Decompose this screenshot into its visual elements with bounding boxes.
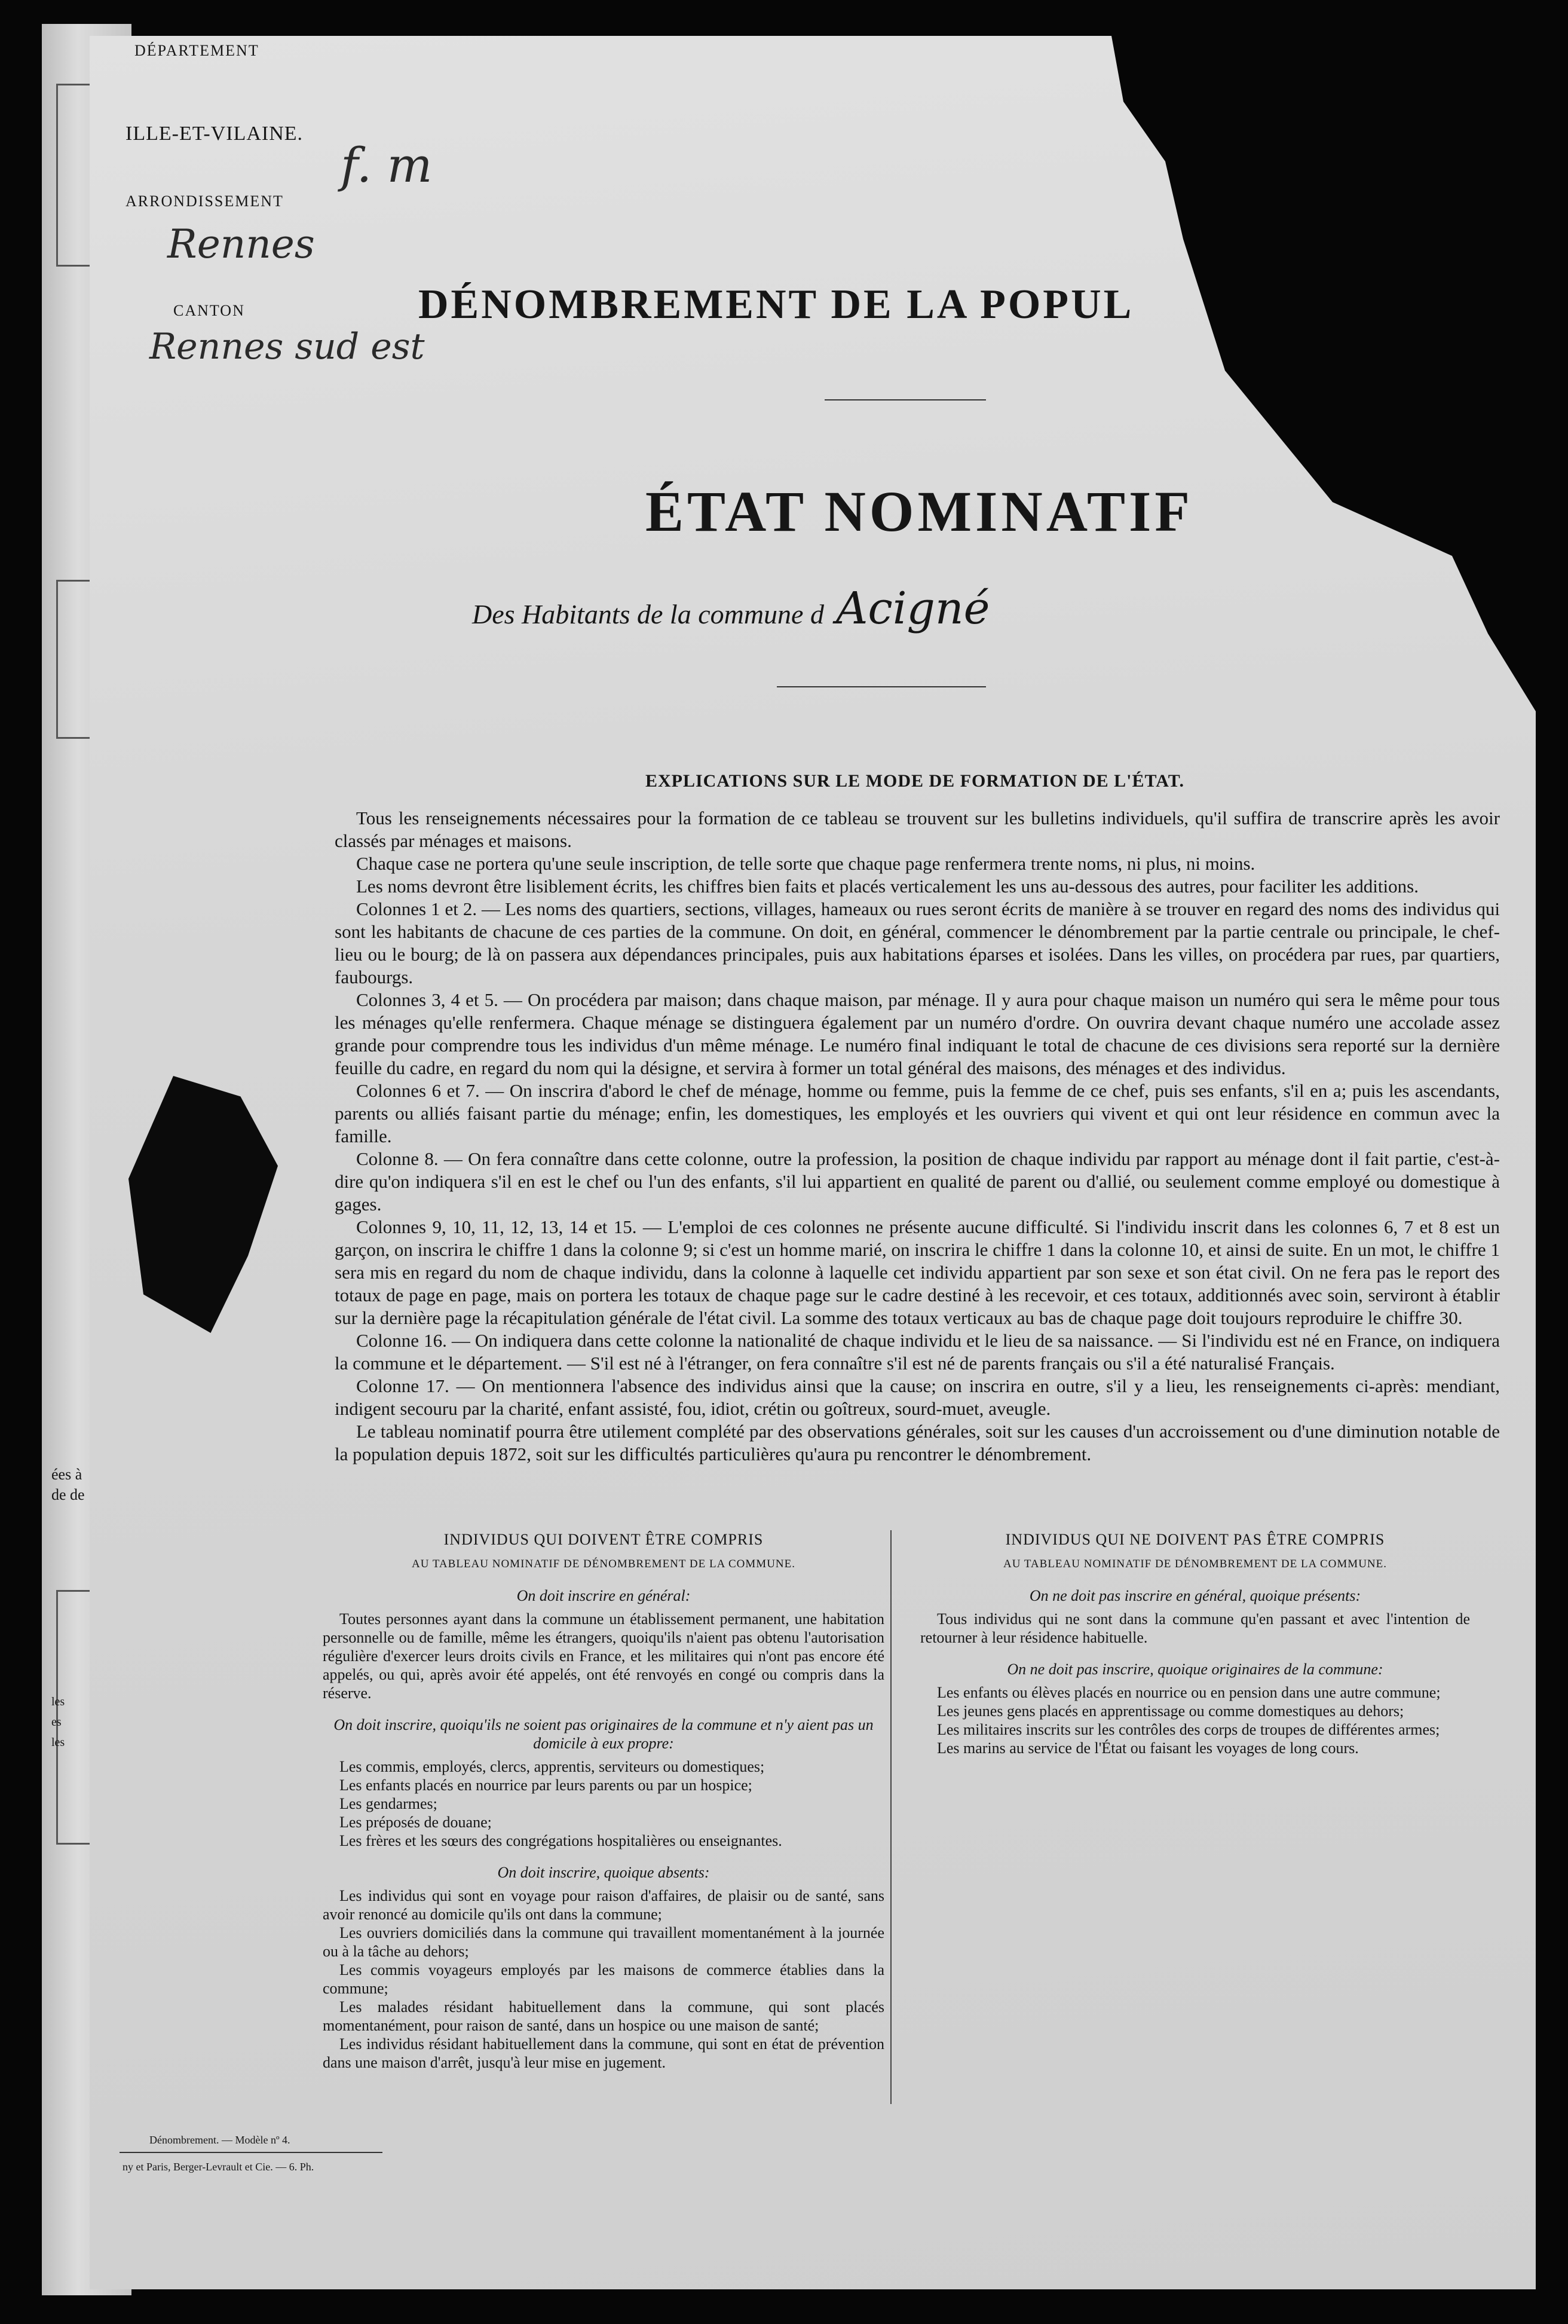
explications-body (335, 807, 1500, 1466)
list-item: Les individus résidant habituellement dans la commune, qui sont en état de prévention dans une maison d'arrêt, jusqu'à leur mise en jugement. (323, 2035, 884, 2071)
list-item: Les enfants ou élèves placés en nourrice ou en pension dans une autre commune; (937, 1684, 1441, 1701)
footer-rule (120, 2152, 382, 2153)
footer-model: Dénombrement. — Modèle nº 4. (149, 2134, 290, 2146)
excluded-section1-title: On ne doit pas inscrire en général, quoique présents: (1029, 1587, 1361, 1604)
paragraph: Colonne 17. — On mentionnera l'absence des individus ainsi que la cause; on inscrira en outre, s'il y a lieu, les renseignements ci-après: mendiant, indigent secouru par la charité, enfant assisté, fou, idiot, crétin ou goîtreux, sourd-muet, aveugle. (335, 1375, 1500, 1419)
paragraph: Colonnes 3, 4 et 5. — On procédera par maison; dans chaque maison, par ménage. Il y aura pour chaque maison un numéro qui sera le même pour tous les ménages qu'elle renfermera. Chaque ménage se distinguera également par un numéro d'ordre. On ouvrira devant chaque numéro une accolade assez grande pour comprendre tous les individus d'un même ménage. Le numéro final indiquant le total de chacune de ces divisions sera reporté sur la dernière feuille du cadre, en regard du nom qui la désigne, et servira à former un total général des maisons, des ménages et des individus. (335, 989, 1500, 1078)
commune-prefix: Des Habitants de la commune d (472, 599, 824, 629)
paragraph: Colonnes 6 et 7. — On inscrira d'abord le chef de ménage, homme ou femme, puis la femme de ce chef, puis ses enfants, s'il en a; puis les ascendants, parents ou alliés faisant partie du ménage; enfin, les domestiques, les employés et les ouvriers qui vivent et qui ont leur résidence en commun avec la famille. (335, 1080, 1500, 1146)
paragraph: Colonne 16. — On indiquera dans cette colonne la nationalité de chaque individu et le lieu de sa naissance. — Si l'individu est né en France, on indiquera la commune et le département. — S'il est né à l'étranger, on fera connaître s'il est né de parents français ou s'il a été naturalisé Français. (335, 1330, 1500, 1374)
included-section1-text: Toutes personnes ayant dans la commune un établissement permanent, une habitation personnelle ou de famille, même les étrangers, quoiqu'ils n'aient pas obtenu l'autorisation régulière d'exercer leurs droits civils en France, et les militaires qui n'ont pas encore été appelés, ou qui, après avoir été appelés, ont été renvoyés en congé ou compris dans la réserve. (323, 1610, 884, 1702)
margin-fragment-top: ées à de de (51, 1466, 85, 1503)
paragraph: Colonne 8. — On fera connaître dans cette colonne, outre la profession, la position de chaque individu par rapport au ménage dont il fait partie, c'est-à-dire qu'on indiquera s'il en est le chef ou l'un des enfants, s'il lui appartient en qualité de parent ou d'allié, ou seulement comme employé ou domestique à gages. (335, 1148, 1500, 1215)
list-item: Les marins au service de l'État ou faisant les voyages de long cours. (937, 1739, 1359, 1757)
arrondissement-value: Rennes (167, 221, 315, 267)
list-item: Les enfants placés en nourrice par leurs parents ou par un hospice; (339, 1776, 752, 1794)
commune-line (472, 583, 990, 634)
included-section3-title: On doit inscrire, quoique absents: (497, 1864, 710, 1881)
list-item: Les gendarmes; (339, 1795, 437, 1812)
subtitle: ÉTAT NOMINATIF (645, 479, 1193, 543)
included-section1-title: On doit inscrire en général: (516, 1587, 691, 1604)
excluded-section1-text: Tous individus qui ne sont dans la commune qu'en passant et avec l'intention de retourner à leur résidence habituelle. (920, 1610, 1470, 1646)
explications-title: EXPLICATIONS SUR LE MODE DE FORMATION DE L'ÉTAT. (645, 771, 1184, 791)
paragraph: Colonnes 1 et 2. — Les noms des quartiers, sections, villages, hameaux ou rues seront écrits de manière à se trouver en regard des noms des individus qui sont les habitants de chacune de ces parties de la commune. On doit, en général, commencer le dénombrement par la partie centrale ou principale, le chef-lieu ou le bourg; de là on passera aux dépendances principales, puis aux habitations éparses et isolées. Dans les villes, on procédera par rues, par quartiers, faubourgs. (335, 898, 1500, 987)
excluded-column (920, 1530, 1470, 1757)
departement-value: ILLE-ET-VILAINE. (125, 123, 304, 145)
paragraph: Les noms devront être lisiblement écrits, les chiffres bien faits et placés verticalement les uns au-dessous des autres, pour faciliter les additions. (356, 876, 1419, 897)
arrondissement-label: ARRONDISSEMENT (125, 192, 284, 210)
list-item: Les frères et les sœurs des congrégations hospitalières ou enseignantes. (339, 1832, 782, 1849)
canton-value: Rennes sud est (149, 326, 425, 368)
list-item: Les individus qui sont en voyage pour raison d'affaires, de plaisir ou de santé, sans avoir renoncé au domicile qu'ils ont dans la commune; (323, 1887, 884, 1923)
departement-label: DÉPARTEMENT (134, 42, 259, 59)
ornament-separator (777, 686, 986, 687)
margin-fragment-bottom: les es les (51, 1695, 65, 1749)
list-item: Les militaires inscrits sur les contrôles des corps de troupes de différentes armes; (937, 1721, 1440, 1738)
paragraph: Le tableau nominatif pourra être utilement complété par des observations générales, soit sur les causes d'un accroissement ou d'une diminution notable de la population depuis 1872, soit sur les difficultés particulières qu'aura pu rencontrer le dénombrement. (335, 1421, 1500, 1464)
commune-name: Acigné (835, 583, 990, 634)
included-section2-title: On doit inscrire, quoiqu'ils ne soient pas originaires de la commune et n'y aient pas un domicile à eux propre: (333, 1716, 874, 1752)
list-item: Les ouvriers domiciliés dans la commune qui travaillent momentanément à la journée ou à la tâche au dehors; (323, 1924, 884, 1960)
canton-label: CANTON (173, 302, 245, 319)
list-item: Les préposés de douane; (339, 1814, 492, 1831)
title-separator (825, 399, 986, 400)
excluded-heading: INDIVIDUS QUI NE DOIVENT PAS ÊTRE COMPRIS (1005, 1531, 1385, 1548)
list-item: Les malades résidant habituellement dans la commune, qui sont placés momentanément, pour raison de santé, dans un hospice ou une maison de santé; (323, 1998, 884, 2034)
included-heading: INDIVIDUS QUI DOIVENT ÊTRE COMPRIS (443, 1531, 764, 1548)
excluded-subheading: AU TABLEAU NOMINATIF DE DÉNOMBREMENT DE LA COMMUNE. (1003, 1558, 1387, 1570)
main-title: DÉNOMBREMENT DE LA POPUL (418, 282, 1134, 328)
list-item: Les commis voyageurs employés par les maisons de commerce établies dans la commune; (323, 1961, 884, 1997)
included-column (323, 1530, 884, 2072)
paragraph: Tous les renseignements nécessaires pour la formation de ce tableau se trouvent sur les bulletins individuels, qu'il suffira de transcrire après les avoir classés par ménages et maisons. (335, 808, 1500, 851)
column-divider (890, 1530, 892, 2104)
excluded-section2-title: On ne doit pas inscrire, quoique originaires de la commune: (1007, 1661, 1383, 1678)
list-item: Les jeunes gens placés en apprentissage ou comme domestiques au dehors; (937, 1702, 1404, 1720)
footer-printer: ny et Paris, Berger-Levrault et Cie. — 6. Ph. (122, 2161, 314, 2173)
initials-handwritten: f. m (341, 137, 433, 193)
included-subheading: AU TABLEAU NOMINATIF DE DÉNOMBREMENT DE LA COMMUNE. (412, 1558, 795, 1570)
paragraph: Chaque case ne portera qu'une seule inscription, de telle sorte que chaque page renfermera trente noms, ni plus, ni moins. (356, 853, 1255, 874)
list-item: Les commis, employés, clercs, apprentis, serviteurs ou domestiques; (339, 1758, 765, 1775)
paragraph: Colonnes 9, 10, 11, 12, 13, 14 et 15. — L'emploi de ces colonnes ne présente aucune difficulté. Si l'individu inscrit dans les colonnes 6, 7 et 8 est un garçon, on inscrira le chiffre 1 dans la colonne 9; si c'est un homme marié, on inscrira le chiffre 1 dans la colonne 10, et ainsi de suite. En un mot, le chiffre 1 sera mis en regard du nom de chaque individu, dans la colonne à laquelle cet individu appartient par son sexe et son état civil. On ne fera pas le report des totaux de page en page, mais on portera les totaux de chaque page sur le cadre destiné à les recevoir, et ces totaux, additionnés avec soin, serviront à établir sur la dernière page la récapitulation générale de l'état civil. La somme des totaux verticaux au bas de chaque page doit toujours reproduire le chiffre 30. (335, 1216, 1500, 1328)
